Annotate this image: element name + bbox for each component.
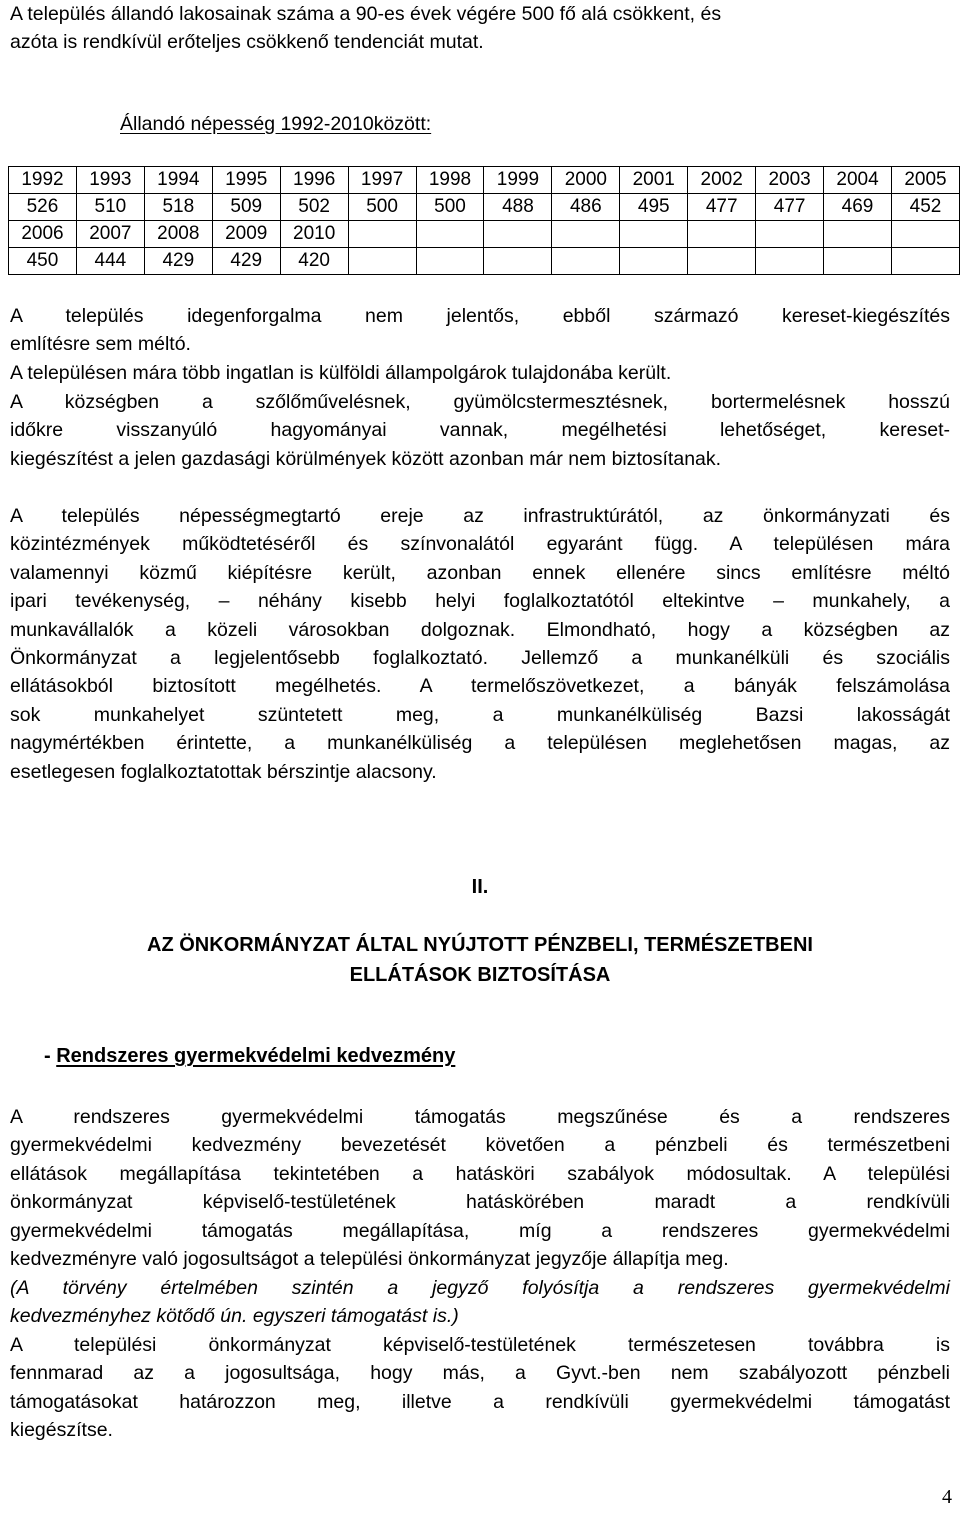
table-cell xyxy=(688,248,756,275)
table-cell: 2004 xyxy=(824,167,892,194)
text-line: A községben a szőlőművelésnek, gyümölcstermesztésnek, bortermelésnek hosszú xyxy=(10,391,950,413)
text-line: (A törvény értelmében szintén a jegyző folyósítja a rendszeres gyermekvédelmi xyxy=(10,1277,950,1299)
table-cell: 477 xyxy=(688,194,756,221)
table-cell: 2000 xyxy=(552,167,620,194)
text-line: kedvezményre való jogosultságot a települési önkormányzat jegyzője állapítja meg. xyxy=(10,1248,729,1271)
page-number: 4 xyxy=(942,1486,952,1508)
text-line: fennmarad az a jogosultsága, hogy más, a Gyvt.-ben nem szabályozott pénzbeli xyxy=(10,1362,950,1385)
table-cell xyxy=(484,221,552,248)
text-line: Önkormányzat a legjelentősebb foglalkoztató. Jellemző a munkanélküli és szociális xyxy=(10,647,950,670)
body-paragraph-1 xyxy=(10,1103,950,1273)
section-title-line: AZ ÖNKORMÁNYZAT ÁLTAL NYÚJTOTT PÉNZBELI, TERMÉSZETBENI xyxy=(147,934,813,956)
table-cell xyxy=(756,221,824,248)
subsection-heading xyxy=(44,1045,455,1068)
table-cell: 526 xyxy=(9,194,77,221)
table-cell: 2005 xyxy=(891,167,959,194)
table-row xyxy=(9,167,960,194)
table-cell: 450 xyxy=(9,248,77,275)
table-cell: 2003 xyxy=(756,167,824,194)
table-cell: 510 xyxy=(76,194,144,221)
text-line: támogatásokat határozzon meg, illetve a rendkívüli gyermekvédelmi támogatást xyxy=(10,1390,950,1413)
table-cell: 1998 xyxy=(416,167,484,194)
wine-paragraph xyxy=(10,388,950,473)
table-cell xyxy=(484,248,552,275)
text-line: említésre sem méltó. xyxy=(10,333,191,356)
section-number: II. xyxy=(471,876,489,898)
population-table xyxy=(8,166,960,275)
table-cell: 2010 xyxy=(280,221,348,248)
table-cell: 488 xyxy=(484,194,552,221)
table-cell xyxy=(416,248,484,275)
subsection-dash: - xyxy=(44,1045,57,1067)
table-cell: 2002 xyxy=(688,167,756,194)
population-heading: Állandó népesség 1992-2010között: xyxy=(120,113,432,135)
table-cell: 429 xyxy=(212,248,280,275)
text-line: kiegészítést a jelen gazdasági körülmények között azonban már nem biztosítanak. xyxy=(10,447,722,470)
table-cell xyxy=(891,221,959,248)
table-cell xyxy=(620,248,688,275)
section-title xyxy=(0,930,960,990)
table-cell: 444 xyxy=(76,248,144,275)
table-cell: 1999 xyxy=(484,167,552,194)
table-cell: 495 xyxy=(620,194,688,221)
table-cell xyxy=(824,248,892,275)
text-line: A település állandó lakosainak száma a 90-es évek végére 500 fő alá csökkent, és xyxy=(10,3,722,25)
text-line: A település népességmegtartó ereje az infrastruktúrától, az önkormányzati és xyxy=(10,505,950,527)
table-cell: 502 xyxy=(280,194,348,221)
subsection-title: Rendszeres gyermekvédelmi kedvezmény xyxy=(56,1045,456,1067)
body-paragraph-3 xyxy=(10,1331,950,1445)
retention-paragraph xyxy=(10,502,950,786)
table-cell: 2008 xyxy=(144,221,212,248)
table-cell: 469 xyxy=(824,194,892,221)
text-line: A rendszeres gyermekvédelmi támogatás megszűnése és a rendszeres xyxy=(10,1106,950,1128)
table-cell: 429 xyxy=(144,248,212,275)
text-line: nagymértékben érintette, a munkanélküliség a településen meglehetősen magas, az xyxy=(10,732,950,755)
intro-paragraph xyxy=(10,0,950,57)
table-row xyxy=(9,248,960,275)
tourism-paragraph xyxy=(10,302,950,359)
text-line: ellátások megállapítása tekintetében a hatásköri szabályok módosultak. A települési xyxy=(10,1162,950,1185)
table-cell: 1994 xyxy=(144,167,212,194)
text-line: valamennyi közmű kiépítésre került, azonban ennek ellenére sincs említésre méltó xyxy=(10,561,950,584)
table-row xyxy=(9,221,960,248)
table-cell xyxy=(891,248,959,275)
text-line: önkormányzat képviselő-testületének hatáskörében maradt a rendkívüli xyxy=(10,1191,950,1214)
table-cell: 500 xyxy=(416,194,484,221)
table-cell: 2001 xyxy=(620,167,688,194)
table-cell xyxy=(756,248,824,275)
text-line: A település idegenforgalma nem jelentős, ebből származó kereset-kiegészítés xyxy=(10,305,950,327)
text-line: A települési önkormányzat képviselő-testületének természetesen továbbra is xyxy=(10,1334,950,1356)
text-line: azóta is rendkívül erőteljes csökkenő tendenciát mutat. xyxy=(10,31,484,54)
table-cell: 1992 xyxy=(9,167,77,194)
text-line: időkre visszanyúló hagyományai vannak, megélhetési lehetőséget, kereset- xyxy=(10,419,950,442)
table-cell xyxy=(824,221,892,248)
table-cell: 477 xyxy=(756,194,824,221)
table-cell xyxy=(348,248,416,275)
text-line: munkavállalók a közeli városokban dolgoznak. Elmondható, hogy a községben az xyxy=(10,618,950,641)
table-cell xyxy=(552,221,620,248)
text-line: ipari tevékenység, – néhány kisebb helyi foglalkoztatótól eltekintve – munkahely, a xyxy=(10,590,950,613)
table-cell: 500 xyxy=(348,194,416,221)
table-cell: 2007 xyxy=(76,221,144,248)
foreign-ownership-paragraph: A településen mára több ingatlan is külföldi állampolgárok tulajdonába került. xyxy=(10,362,672,384)
table-cell: 2006 xyxy=(9,221,77,248)
text-line: ellátásokból biztosított megélhetés. A termelőszövetkezet, a bányák felszámolása xyxy=(10,675,950,698)
table-row xyxy=(9,194,960,221)
table-cell: 1993 xyxy=(76,167,144,194)
section-title-line: ELLÁTÁSOK BIZTOSÍTÁSA xyxy=(349,964,611,986)
table-cell: 1997 xyxy=(348,167,416,194)
table-cell xyxy=(620,221,688,248)
text-line: közintézmények működtetéséről és színvonalától egyaránt függ. A településen mára xyxy=(10,533,950,556)
text-line: esetlegesen foglalkoztatottak bérszintje alacsony. xyxy=(10,760,437,783)
text-line: sok munkahelyet szüntetett meg, a munkanélküliség Bazsi lakosságát xyxy=(10,703,950,726)
text-line: gyermekvédelmi kedvezmény bevezetését követően a pénzbeli és természetbeni xyxy=(10,1134,950,1157)
text-line: kiegészítse. xyxy=(10,1419,113,1442)
text-line: kedvezményhez kötődő ún. egyszeri támogatást is.) xyxy=(10,1305,459,1328)
table-cell: 420 xyxy=(280,248,348,275)
table-cell xyxy=(348,221,416,248)
body-paragraph-italic xyxy=(10,1274,950,1331)
table-cell: 1995 xyxy=(212,167,280,194)
text-line: gyermekvédelmi támogatás megállapítása, míg a rendszeres gyermekvédelmi xyxy=(10,1219,950,1242)
table-cell: 518 xyxy=(144,194,212,221)
table-cell: 2009 xyxy=(212,221,280,248)
table-cell xyxy=(688,221,756,248)
table-cell: 1996 xyxy=(280,167,348,194)
table-cell: 452 xyxy=(891,194,959,221)
table-cell xyxy=(552,248,620,275)
table-cell: 509 xyxy=(212,194,280,221)
table-cell: 486 xyxy=(552,194,620,221)
table-cell xyxy=(416,221,484,248)
